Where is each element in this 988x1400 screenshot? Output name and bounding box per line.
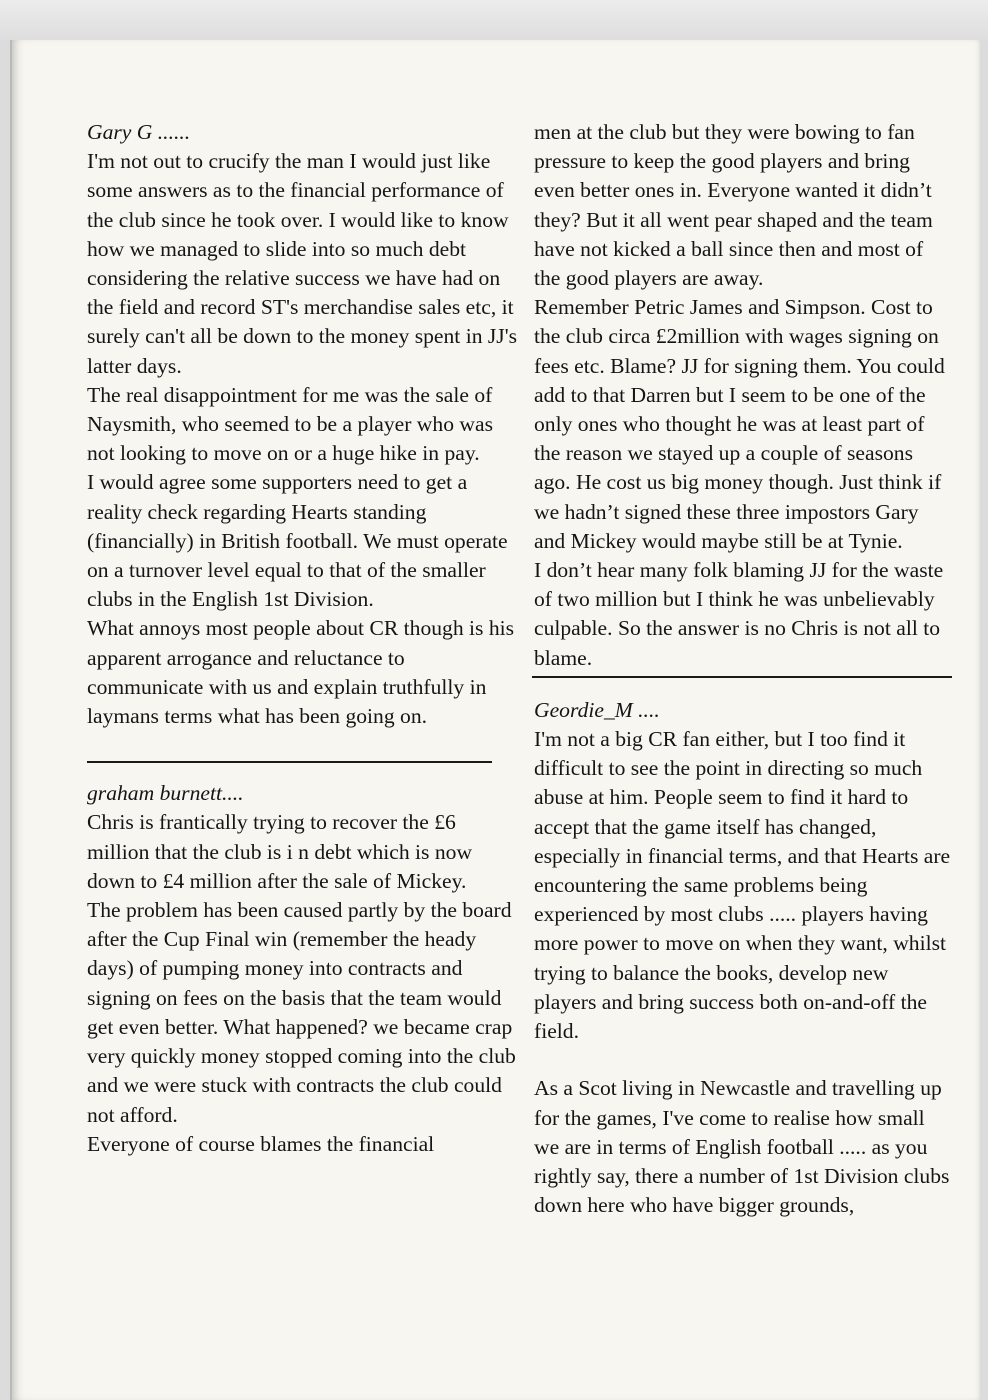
document-page xyxy=(10,40,980,1400)
right-column xyxy=(534,118,954,1220)
paragraph: I'm not out to crucify the man I would just like some answers as to the financial performance of the club since he took over. I would like to know how we managed to slide into so much debt considering the relative success we have had on the field and record ST's merchandise sales etc, it surely can't all be down to the money spent in JJ's latter days. xyxy=(87,149,517,378)
scanner-background xyxy=(0,0,988,40)
paragraph: As a Scot living in Newcastle and travelling up for the games, I've come to realise how small we are in terms of English football ..... as you rightly say, there a number of 1st Division clubs down here who have bigger grounds, xyxy=(534,1076,950,1218)
paragraph: What annoys most people about CR though is his apparent arrogance and reluctance to communicate with us and explain truthfully in laymans terms what has been going on. xyxy=(87,616,515,729)
paragraph-gap xyxy=(534,1046,954,1074)
paragraph: Everyone of course blames the financial xyxy=(87,1131,435,1156)
paragraph: The problem has been caused partly by the board after the Cup Final win (remember the heady days) of pumping money into contracts and signing on fees on the basis that the team would get even better. What happened? we became crap very quickly money stopped coming into the club and we were stuck with contracts the club could not afford. xyxy=(87,898,516,1127)
paragraph: men at the club but they were bowing to fan pressure to keep the good players and bring even better ones in. Everyone wanted it didn’t they? But it all went pear shaped and the team have not kicked a ball since then and most of the good players are away. xyxy=(534,120,933,291)
post-author-graham-burnett: graham burnett.... xyxy=(87,781,244,806)
paragraph: Chris is frantically trying to recover the £6 million that the club is i n debt which is now down to £4 million after the sale of Mickey. xyxy=(87,810,473,893)
post-author-geordie-m: Geordie_M .... xyxy=(534,697,660,722)
paragraph: The real disappointment for me was the sale of Naysmith, who seemed to be a player who was not looking to move on or a huge hike in pay. xyxy=(87,382,493,466)
post-author-gary-g: Gary G ...... xyxy=(87,120,191,144)
paragraph: Remember Petric James and Simpson. Cost to the club circa £2million with wages signing on fees etc. Blame? JJ for signing them. You could add to that Darren but I seem to be one of the only ones who thought he was at least part of the reason we stayed up a couple of seasons ago. He cost us big money though. Just think if we hadn’t signed these three impostors Gary and Mickey would maybe still be at Tynie. xyxy=(534,295,945,553)
paragraph: I would agree some supporters need to get a reality check regarding Hearts standing (financially) in British football. We must operate on a turnover level equal to that of the smaller clubs in the English 1st Division. xyxy=(87,470,508,612)
paragraph: I'm not a big CR fan either, but I too find it difficult to see the point in directing so much abuse at him. People seem to find it hard to accept that the game itself has changed, especially in financial terms, and that Hearts are encountering the same problems being experienced by most clubs ..... players having more power to move on when they want, whilst trying to balance the books, develop new players and bring success both on-and-off the field. xyxy=(534,727,951,1044)
paragraph: I don’t hear many folk blaming JJ for the waste of two million but I think he was unbelievably culpable. So the answer is no Chris is not all to blame. xyxy=(534,558,944,670)
section-divider xyxy=(87,761,492,763)
left-column xyxy=(87,118,517,1159)
section-divider xyxy=(532,676,952,678)
